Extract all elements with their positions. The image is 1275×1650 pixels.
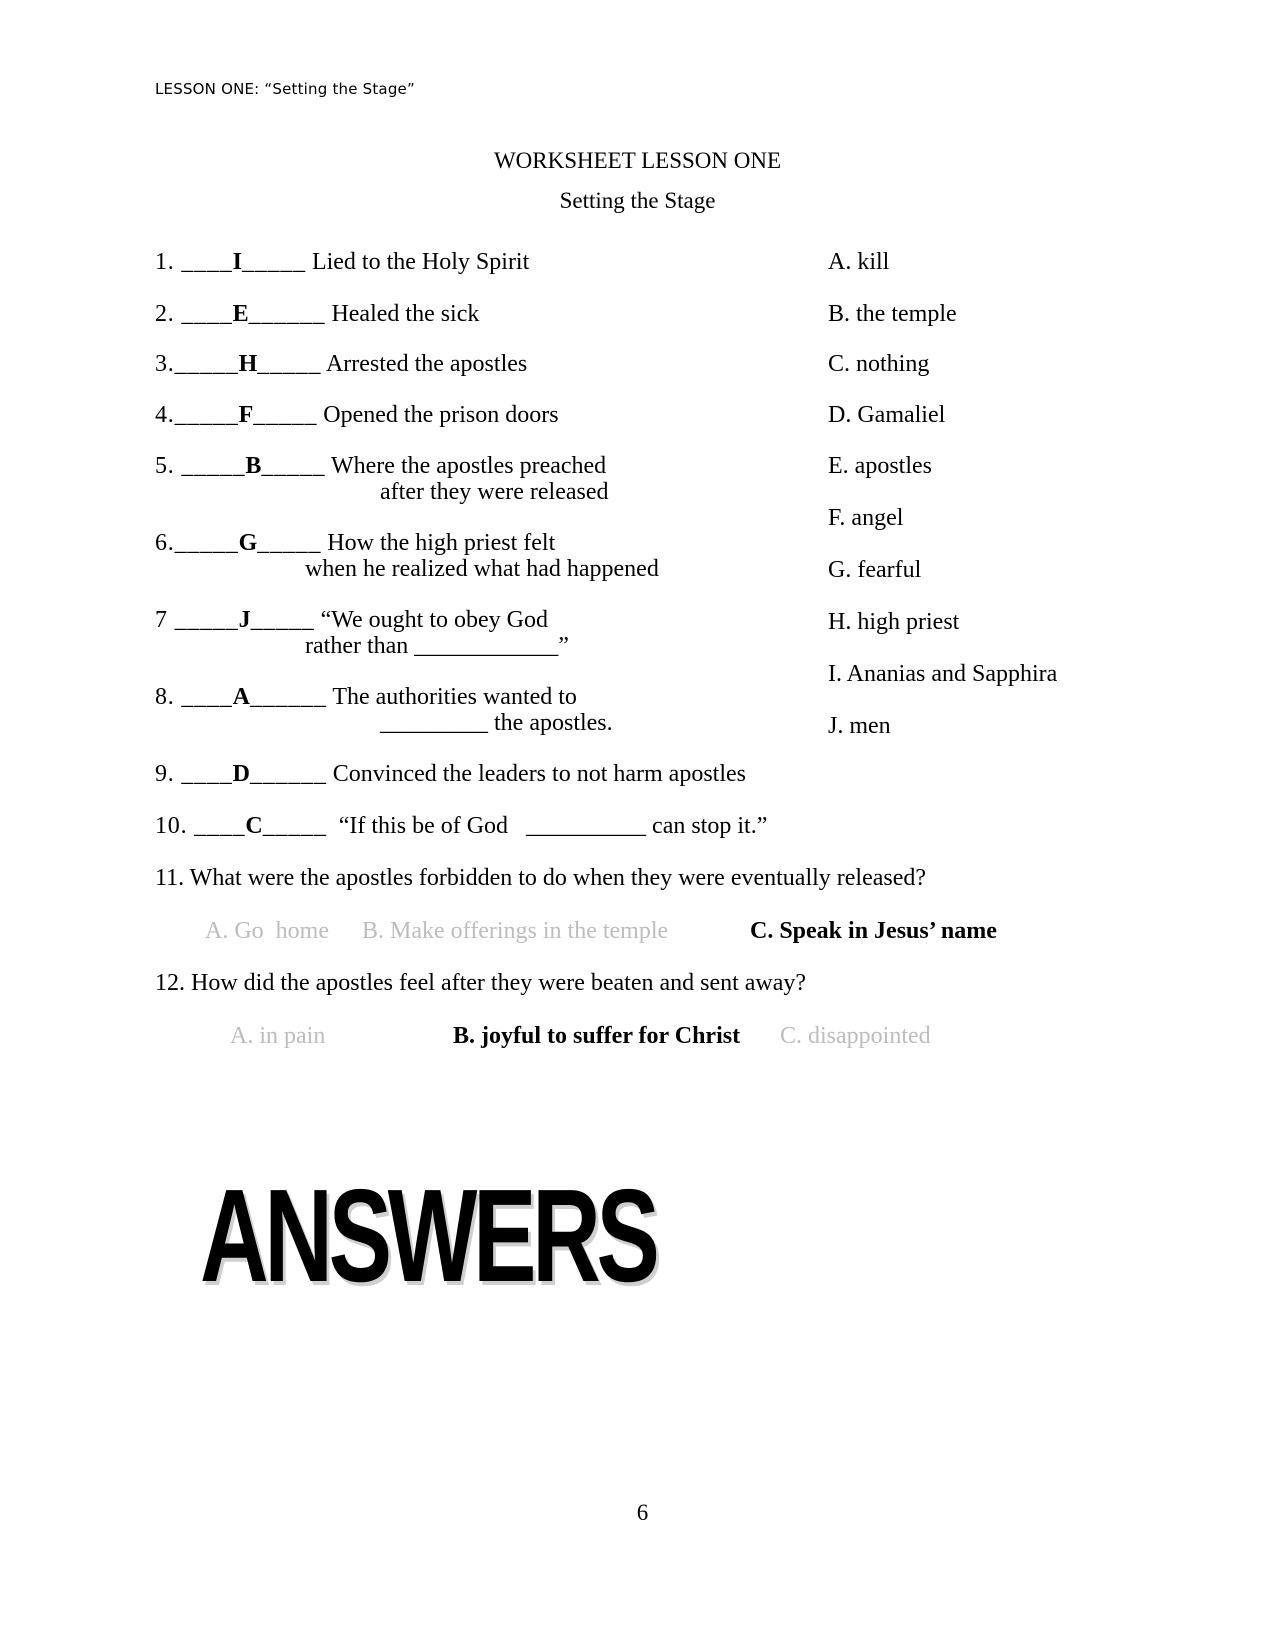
- choice-i: I. Ananias and Sapphira: [828, 661, 1058, 687]
- question-5: 5. _____B_____ Where the apostles preached: [155, 453, 607, 479]
- question-9: 9. ____D______ Convinced the leaders to not harm apostles: [155, 761, 746, 787]
- page-number: 6: [636, 1500, 649, 1525]
- question-11: 11. What were the apostles forbidden to do when they were eventually released?: [155, 865, 927, 891]
- choice-d: D. Gamaliel: [828, 402, 946, 428]
- question-4: 4._____F_____ Opened the prison doors: [155, 402, 559, 428]
- question-8-continuation: _________ the apostles.: [380, 710, 613, 736]
- choice-j: J. men: [828, 713, 891, 739]
- worksheet-subtitle: Setting the Stage: [559, 188, 716, 213]
- choice-g: G. fearful: [828, 557, 922, 583]
- worksheet-title: WORKSHEET LESSON ONE: [493, 148, 782, 173]
- q11-option-c-correct: C. Speak in Jesus’ name: [750, 918, 997, 944]
- q11-option-a: A. Go home: [205, 918, 329, 944]
- q12-option-b-correct: B. joyful to suffer for Christ: [453, 1023, 741, 1049]
- q12-option-c: C. disappointed: [780, 1023, 931, 1049]
- choice-b: B. the temple: [828, 301, 957, 327]
- question-7-continuation: rather than ____________”: [305, 633, 569, 659]
- choice-c: C. nothing: [828, 351, 930, 377]
- choice-e: E. apostles: [828, 453, 932, 479]
- question-10: 10. ____C_____ “If this be of God __________ can stop it.”: [155, 813, 768, 839]
- question-1: 1. ____I_____ Lied to the Holy Spirit: [155, 249, 530, 275]
- question-6-continuation: when he realized what had happened: [305, 556, 659, 582]
- q11-option-b: B. Make offerings in the temple: [362, 918, 669, 944]
- question-6: 6._____G_____ How the high priest felt: [155, 530, 556, 556]
- q12-option-a: A. in pain: [230, 1023, 326, 1049]
- question-2: 2. ____E______ Healed the sick: [155, 301, 480, 327]
- choice-a: A. kill: [828, 249, 890, 275]
- answers-banner: ANSWERS: [200, 1162, 656, 1309]
- question-5-continuation: after they were released: [380, 479, 609, 505]
- question-3: 3._____H_____ Arrested the apostles: [155, 351, 528, 377]
- question-12: 12. How did the apostles feel after they were beaten and sent away?: [155, 970, 807, 996]
- choice-f: F. angel: [828, 505, 904, 531]
- running-header: LESSON ONE: “Setting the Stage”: [155, 80, 415, 98]
- choice-h: H. high priest: [828, 609, 960, 635]
- question-7: 7 _____J_____ “We ought to obey God: [155, 607, 548, 633]
- question-8: 8. ____A______ The authorities wanted to: [155, 684, 577, 710]
